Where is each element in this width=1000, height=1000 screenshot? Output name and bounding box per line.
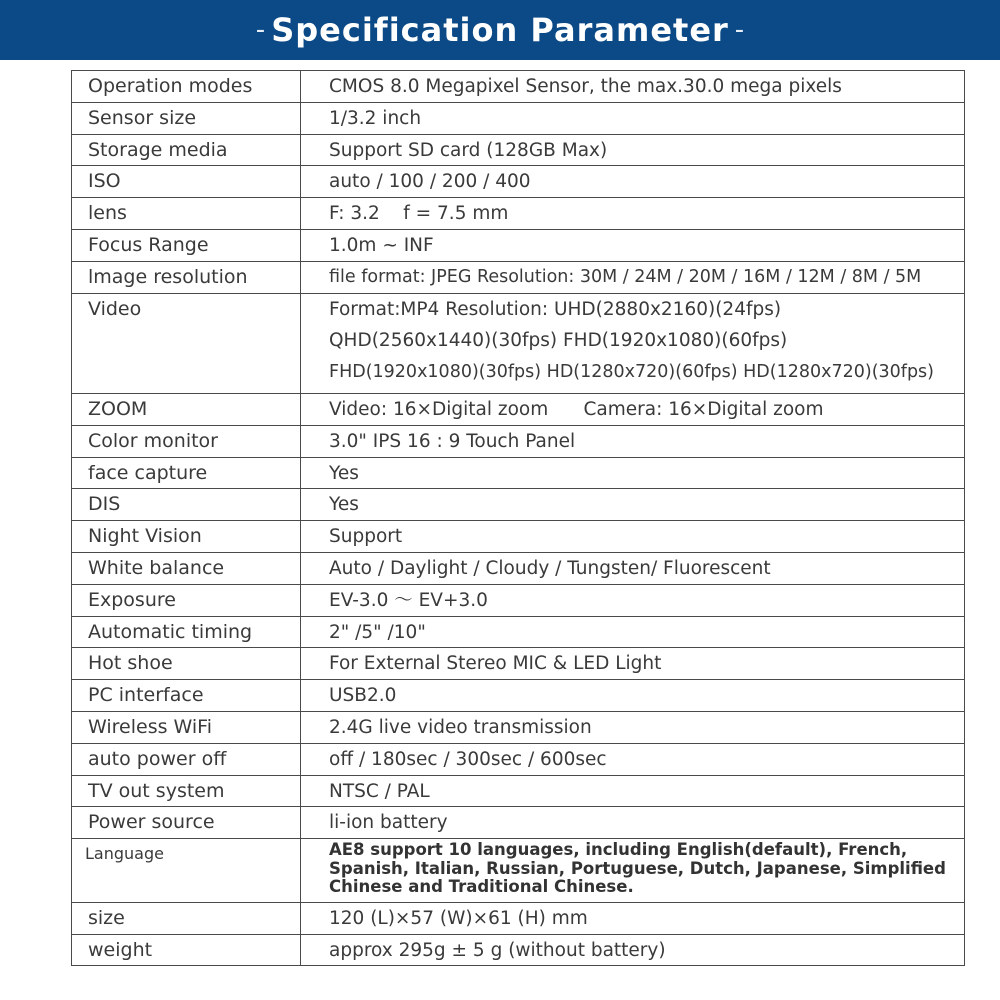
spec-label: TV out system xyxy=(72,775,301,807)
spec-label: Focus Range xyxy=(72,229,301,261)
spec-row-weight xyxy=(72,934,965,966)
spec-value: auto / 100 / 200 / 400 xyxy=(301,166,965,198)
spec-value: Auto / Daylight / Cloudy / Tungsten/ Fluorescent xyxy=(301,552,965,584)
spec-row-white-balance xyxy=(72,552,965,584)
spec-value: li-ion battery xyxy=(301,807,965,839)
spec-value: Support SD card (128GB Max) xyxy=(301,134,965,166)
spec-value: 2.4G live video transmission xyxy=(301,711,965,743)
spec-row-sensor-size xyxy=(72,102,965,134)
spec-label: Operation modes xyxy=(72,71,301,103)
spec-row-dis xyxy=(72,489,965,521)
spec-row-power-source xyxy=(72,807,965,839)
spec-value: USB2.0 xyxy=(301,680,965,712)
spec-row-color-monitor xyxy=(72,425,965,457)
spec-row-wireless-wifi xyxy=(72,711,965,743)
spec-row-storage-media xyxy=(72,134,965,166)
spec-row-size xyxy=(72,902,965,934)
spec-row-auto-power-off xyxy=(72,743,965,775)
spec-label: Color monitor xyxy=(72,425,301,457)
spec-label: Night Vision xyxy=(72,521,301,553)
spec-row-tv-out-system xyxy=(72,775,965,807)
spec-row-focus-range xyxy=(72,229,965,261)
spec-label: Exposure xyxy=(72,584,301,616)
spec-label: ISO xyxy=(72,166,301,198)
spec-label: auto power off xyxy=(72,743,301,775)
spec-label: Video xyxy=(72,293,301,393)
spec-value: off / 180sec / 300sec / 600sec xyxy=(301,743,965,775)
specification-table xyxy=(71,70,965,966)
spec-row-hot-shoe xyxy=(72,648,965,680)
spec-row-zoom xyxy=(72,393,965,425)
spec-label: Storage media xyxy=(72,134,301,166)
spec-value: CMOS 8.0 Megapixel Sensor, the max.30.0 mega pixels xyxy=(301,71,965,103)
spec-label: Hot shoe xyxy=(72,648,301,680)
spec-value: Yes xyxy=(301,457,965,489)
spec-row-video xyxy=(72,293,965,393)
spec-value: Yes xyxy=(301,489,965,521)
spec-value: 1/3.2 inch xyxy=(301,102,965,134)
spec-label: Language xyxy=(72,839,301,903)
spec-row-lens xyxy=(72,198,965,230)
spec-label: Wireless WiFi xyxy=(72,711,301,743)
spec-value-multiline xyxy=(301,293,965,393)
spec-value: For External Stereo MIC & LED Light xyxy=(301,648,965,680)
spec-row-iso xyxy=(72,166,965,198)
spec-label: Power source xyxy=(72,807,301,839)
header-dash-right: - xyxy=(734,15,745,45)
spec-row-image-resolution xyxy=(72,261,965,293)
spec-row-face-capture xyxy=(72,457,965,489)
spec-value: AE8 support 10 languages, including English(default), French, Spanish, Italian, Russian, Portuguese, Dutch, Japanese, Simplified Chinese and Traditional Chinese. xyxy=(301,839,965,903)
page-header xyxy=(0,0,1000,60)
spec-value: 2" /5" /10" xyxy=(301,616,965,648)
spec-label: DIS xyxy=(72,489,301,521)
spec-label: White balance xyxy=(72,552,301,584)
spec-row-exposure xyxy=(72,584,965,616)
spec-label: PC interface xyxy=(72,680,301,712)
spec-value: EV-3.0 〜 EV+3.0 xyxy=(301,584,965,616)
header-dash-left: - xyxy=(255,15,266,45)
spec-value: 1.0m ~ INF xyxy=(301,229,965,261)
spec-row-automatic-timing xyxy=(72,616,965,648)
spec-value: 120 (L)×57 (W)×61 (H) mm xyxy=(301,902,965,934)
spec-value: approx 295g ± 5 g (without battery) xyxy=(301,934,965,966)
page-title: Specification Parameter xyxy=(271,11,729,49)
spec-label: lens xyxy=(72,198,301,230)
spec-label: face capture xyxy=(72,457,301,489)
spec-value: NTSC / PAL xyxy=(301,775,965,807)
spec-value: F: 3.2 f = 7.5 mm xyxy=(301,198,965,230)
spec-label: Automatic timing xyxy=(72,616,301,648)
spec-label: weight xyxy=(72,934,301,966)
spec-label: Sensor size xyxy=(72,102,301,134)
video-line-2: QHD(2560x1440)(30fps) FHD(1920x1080)(60fps) xyxy=(329,330,788,352)
spec-value: Support xyxy=(301,521,965,553)
video-line-1: Format:MP4 Resolution: UHD(2880x2160)(24fps) xyxy=(329,298,782,320)
spec-row-language xyxy=(72,839,965,903)
spec-label: size xyxy=(72,902,301,934)
spec-label: ZOOM xyxy=(72,393,301,425)
spec-value: 3.0" IPS 16 : 9 Touch Panel xyxy=(301,425,965,457)
spec-value: Video: 16×Digital zoom Camera: 16×Digital zoom xyxy=(301,393,965,425)
spec-row-pc-interface xyxy=(72,680,965,712)
spec-row-operation-modes xyxy=(72,71,965,103)
spec-value: file format: JPEG Resolution: 30M / 24M / 20M / 16M / 12M / 8M / 5M xyxy=(301,261,965,293)
spec-row-night-vision xyxy=(72,521,965,553)
spec-label: lmage resolution xyxy=(72,261,301,293)
video-line-3: FHD(1920x1080)(30fps) HD(1280x720)(60fps) HD(1280x720)(30fps) xyxy=(329,362,935,383)
